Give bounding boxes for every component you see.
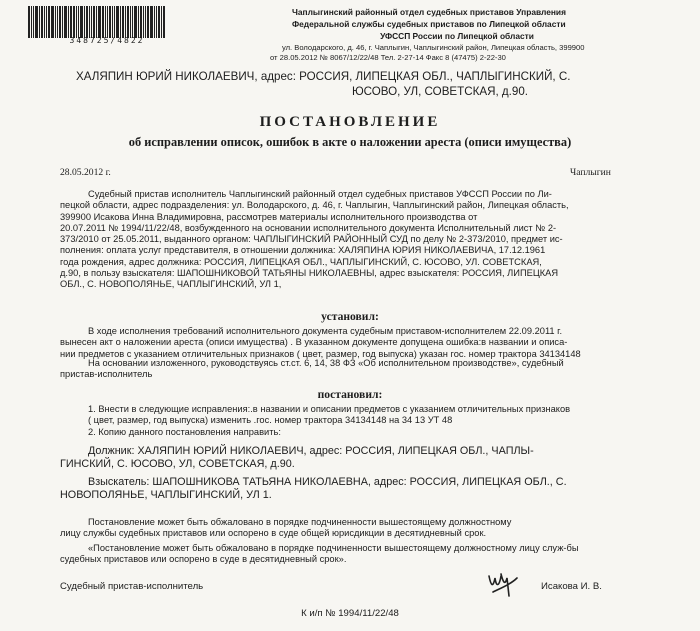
barcode-bar <box>156 6 157 38</box>
established-line: В ходе исполнения требований исполнительного документа судебным приставом-исполнителем 22.09.2011 г. <box>88 326 563 336</box>
barcode-bar <box>70 6 72 38</box>
intro-line: года рождения, адрес должника: РОССИЯ, ЛИПЕЦКАЯ ОБЛ., ЧАПЛЫГИНСКИЙ, С. ЮСОВО, УЛ. СОВЕТСКАЯ, <box>60 256 542 267</box>
barcode-bar <box>125 6 126 38</box>
quote-line: «Постановление может быть обжаловано в порядке подчиненности вышестоящему должностному лицу служ-бы <box>88 543 579 553</box>
issuer-line: УФССП России по Липецкой области <box>380 31 534 41</box>
appeal-paragraph <box>60 517 635 540</box>
barcode-bar <box>48 6 50 38</box>
barcode-bar <box>86 6 88 38</box>
document-subtitle: об исправлении описок, ошибок в акте о наложении ареста (описи имущества) <box>128 135 572 149</box>
barcode-bar <box>138 6 139 38</box>
basis-paragraph <box>60 358 635 381</box>
barcode-bar <box>105 6 106 38</box>
addressee-line: ЮСОВО, УЛ, СОВЕТСКАЯ, д.90. <box>352 85 529 98</box>
intro-line: д.90, в пользу взыскателя: ШАПОШНИКОВОЙ ТАТЬЯНЫ НИКОЛАЕВНЫ, адрес взыскателя: РОССИЯ, ЛИПЕЦКАЯ <box>60 268 559 279</box>
barcode-bar <box>64 6 67 38</box>
barcode-bar <box>143 6 144 38</box>
document-date: 28.05.2012 г. <box>60 167 111 178</box>
barcode-bar <box>51 6 54 38</box>
barcode-bar <box>107 6 108 38</box>
debtor-line: Должник: ХАЛЯПИН ЮРИЙ НИКОЛАЕВИЧ, адрес: РОССИЯ, ЛИПЕЦКАЯ ОБЛ., ЧАПЛЫ- <box>88 445 534 457</box>
issuer-line: Чаплыгинский районный отдел судебных приставов Управления <box>292 7 566 17</box>
barcode-bar <box>93 6 95 38</box>
barcode-bar <box>122 6 124 38</box>
barcode-bar <box>134 6 137 38</box>
barcode-bar <box>44 6 45 38</box>
barcode-bar <box>109 6 111 38</box>
barcode-bar <box>163 6 165 38</box>
barcode-bar <box>39 6 40 38</box>
signer-role: Судебный пристав-исполнитель <box>60 581 204 592</box>
barcode-bar <box>68 6 69 38</box>
barcode-number: 348725/4822 <box>69 36 145 45</box>
barcode-bar <box>102 6 104 38</box>
debtor-block <box>60 445 640 472</box>
quote-line: судебных приставов или оспорено в суде в десятидневный срок». <box>60 554 347 565</box>
barcode-bar <box>31 6 32 38</box>
barcode-bar <box>59 6 61 38</box>
issuer-line: Федеральной службы судебных приставов по Липецкой области <box>292 19 566 29</box>
basis-line: пристав-исполнитель <box>60 369 153 380</box>
barcode-bar <box>91 6 92 38</box>
document-city: Чаплыгин <box>570 167 611 178</box>
issuer-organization <box>292 6 622 42</box>
barcode-bar <box>80 6 83 38</box>
barcode-bar <box>114 6 115 38</box>
handwritten-signature <box>483 566 523 600</box>
barcode-bar <box>84 6 85 38</box>
basis-line: На основании изложенного, руководствуясь ст.ст. 6, 14, 38 ФЗ «Об исполнительном производстве», судебный <box>88 358 564 368</box>
appeal-line: лицу службы судебных приставов или оспорено в суде общей юрисдикции в десятидневный срок. <box>60 528 487 539</box>
barcode-bar <box>55 6 56 38</box>
addressee <box>76 69 636 99</box>
claimant-line: НОВОПОЛЯНЬЕ, ЧАПЛЫГИНСКИЙ, УЛ 1. <box>60 489 272 502</box>
barcode-bar <box>57 6 58 38</box>
barcode-bar <box>120 6 121 38</box>
document-title: ПОСТАНОВЛЕНИЕ <box>259 114 441 130</box>
barcode-bar <box>112 6 113 38</box>
established-paragraph <box>60 326 635 360</box>
barcode-bar <box>161 6 162 38</box>
section-heading-established: установил: <box>321 310 379 323</box>
issuer-ref-line: от 28.05.2012 № 8067/12/22/48 Тел. 2-27-14 Факс 8 (47475) 2-22-30 <box>270 53 506 62</box>
intro-line: пецкой области, адрес подразделения: ул. Володарского, д. 46, г. Чаплыгин, Чаплыгинский район, Липецкая область, <box>60 200 569 211</box>
barcode-bar <box>127 6 129 38</box>
barcode-bar <box>78 6 79 38</box>
barcode-bar <box>33 6 34 38</box>
established-line: вынесен акт о наложении ареста (описи имущества) . В указанном документе допущена ошибка:в названии и описа- <box>60 337 568 348</box>
resolved-paragraph <box>60 404 635 438</box>
barcode-bar <box>28 6 30 38</box>
barcode-bar <box>140 6 142 38</box>
addressee-line: ХАЛЯПИН ЮРИЙ НИКОЛАЕВИЧ, адрес: РОССИЯ, ЛИПЕЦКАЯ ОБЛ., ЧАПЛЫГИНСКИЙ, С. <box>76 70 571 83</box>
appeal-line: Постановление может быть обжаловано в порядке подчиненности вышестоящему должностному <box>88 517 512 527</box>
claimant-block <box>60 476 640 503</box>
section-heading-resolved: постановил: <box>317 388 383 401</box>
signer-name: Исакова И. В. <box>541 581 602 592</box>
barcode-bar <box>150 6 153 38</box>
issuer-address <box>270 43 650 63</box>
intro-paragraph <box>60 189 635 291</box>
issuer-address-line: ул. Володарского, д. 46, г. Чаплыгин, Чаплыгинский район, Липецкая область, 399900 <box>282 43 585 52</box>
quote-paragraph <box>60 543 635 566</box>
barcode-bar <box>130 6 131 38</box>
barcode-bar <box>41 6 43 38</box>
intro-line: полнения: оплата услуг представителя, в отношении должника: ХАЛЯПИНА ЮРИЯ НИКОЛАЕВИЧА, 17.12.1961 <box>60 245 546 256</box>
resolved-line: ( цвет, размер, год выпуска) изменить .гос. номер трактора 34134148 на 34 13 УТ 48 <box>88 415 453 426</box>
resolved-line: 1. Внести в следующие исправления:.в названии и описании предметов с указанием отличительных признаков <box>88 404 571 414</box>
claimant-line: Взыскатель: ШАПОШНИКОВА ТАТЬЯНА НИКОЛАЕВНА, адрес: РОССИЯ, ЛИПЕЦКАЯ ОБЛ., С. <box>88 476 567 488</box>
barcode-bar <box>35 6 38 38</box>
intro-line: 373/2010 от 25.05.2011, выданного органом: ЧАПЛЫГИНСКИЙ РАЙОННЫЙ СУД по делу № 2-373/2010, предмет ис- <box>60 234 563 245</box>
barcode-image <box>28 6 186 38</box>
barcode-bar <box>89 6 90 38</box>
debtor-line: ГИНСКИЙ, С. ЮСОВО, УЛ, СОВЕТСКАЯ, д.90. <box>60 458 295 471</box>
intro-line: 399900 Исакова Инна Владимировна, рассмотрев материалы исполнительного производства от <box>60 211 478 222</box>
barcode-bar <box>96 6 97 38</box>
intro-line: Судебный пристав исполнитель Чаплыгинский районный отдел судебных приставов УФССП России по Ли- <box>88 189 552 199</box>
intro-line: ОБЛ., С. НОВОПОЛЯНЬЕ, ЧАПЛЫГИНСКИЙ, УЛ 1, <box>60 279 282 290</box>
barcode-bar <box>154 6 155 38</box>
barcode-bar <box>147 6 149 38</box>
barcode-bar <box>98 6 101 38</box>
barcode-bar <box>46 6 47 38</box>
barcode-bar <box>116 6 119 38</box>
barcode-bar <box>73 6 75 38</box>
barcode-bar <box>76 6 77 38</box>
resolved-line: 2. Копию данного постановления направить: <box>88 426 281 437</box>
barcode-bar <box>158 6 160 38</box>
case-number: К и/п № 1994/11/22/48 <box>301 608 399 619</box>
barcode-bar <box>62 6 63 38</box>
barcode-bar <box>145 6 146 38</box>
established-line: нии предметов с указанием отличительных признаков ( цвет, размер, год выпуска) указан гос. номер трактора 34134148 <box>60 348 581 359</box>
barcode-bar <box>132 6 133 38</box>
intro-line: 20.07.2011 № 1994/11/22/48, возбужденного на основании исполнительного документа Исполнительный лист № 2- <box>60 222 557 233</box>
